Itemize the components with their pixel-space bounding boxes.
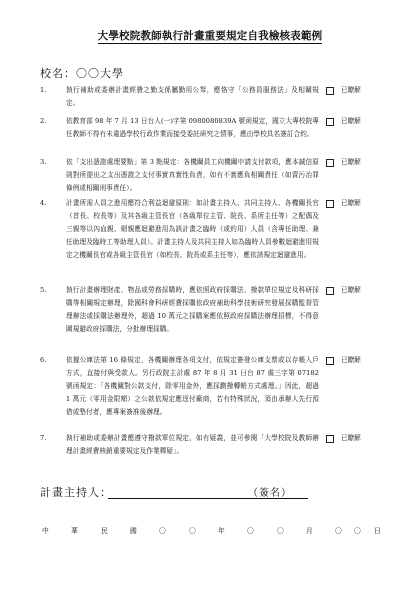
check-label: 已瞭解	[341, 117, 361, 125]
checkbox[interactable]	[326, 200, 334, 208]
checkbox[interactable]	[326, 118, 334, 126]
item-check	[326, 432, 361, 445]
item-check	[326, 284, 361, 297]
checklist-item-4	[40, 197, 400, 262]
date-day-label: 日	[374, 527, 381, 535]
checkbox[interactable]	[326, 287, 334, 295]
check-label: 已瞭解	[341, 286, 361, 294]
checkbox[interactable]	[326, 159, 334, 167]
date-year-label: 年	[218, 527, 225, 535]
item-number: 5.	[40, 286, 47, 294]
check-label: 已瞭解	[341, 356, 361, 364]
item-number: 6.	[40, 356, 47, 364]
checklist-item-1	[40, 84, 400, 110]
checkbox[interactable]	[326, 87, 334, 95]
item-check	[326, 115, 361, 128]
item-check	[326, 84, 361, 97]
item-text: 依教育部 98 年 7 月 13 日台人(一)字第 0980080839A 號函規定，國立大專校院專任教師不得有未違過學校行政作業而接受委託研究之情事，應由學校具名簽訂合約。	[66, 117, 319, 138]
checklist-item-7	[40, 432, 400, 458]
check-label: 已瞭解	[341, 434, 361, 442]
item-text: 依「支出憑證處理要點」第 3 點規定：各機關員工向機關申請支付款項，應本誠信原則對所提出之支出憑證之支付事實真實性負責，如有不實應負相關責任（如賣污治罪條例或相關刑事責任）。	[66, 158, 319, 192]
check-label: 已瞭解	[341, 199, 361, 207]
date-char: 民	[101, 527, 108, 535]
checklist-item-5	[40, 284, 400, 336]
item-text: 計畫所需人員之進用應符合利益迴避原則：如計畫主持人、共同主持人、各機關長官（首長、校長等）及其各級主管長官（各級單位主管、院長、系所主任等）之配偶及三親等以內血親、姻親應迴避進用為該計畫之臨時（或約用）人員（含專任助理、兼任助理及臨時工等助理人員）。計畫主持人及共同主持人如為臨時人員參數迴避進用規定之機關長官或各級主管長官（如校長、院長或系主任等），應依該規定迴避進用。	[66, 199, 319, 259]
date-year-digit: 〇	[189, 527, 196, 535]
date-char: 中	[42, 527, 49, 535]
signature-hint: （簽名）	[248, 488, 292, 499]
date-day-digit: 〇	[335, 527, 342, 535]
item-check	[326, 197, 361, 210]
date-char: 國	[130, 527, 137, 535]
checkbox[interactable]	[326, 357, 334, 365]
date-char: 華	[71, 527, 78, 535]
date-day-digit: 〇	[354, 527, 361, 535]
date-month-label: 月	[306, 527, 313, 535]
item-text: 執行補助或委辦計畫經費之勤支係屬勤用公帑，應恪守「公務員服務法」及相關規定。	[66, 86, 319, 107]
date-month-digit: 〇	[277, 527, 284, 535]
signature-label: 計畫主持人：	[40, 486, 112, 499]
checkbox[interactable]	[326, 435, 334, 443]
signature-row	[40, 484, 400, 500]
check-label: 已瞭解	[341, 86, 361, 94]
item-number: 3.	[40, 158, 47, 166]
item-check	[326, 354, 361, 367]
item-text: 依據公庫法第 16 條規定，各機關辦理各項支付，依規定簽發公庫支票或以存帳入戶方式，直接付與受款人。另行政院主計處 87 年 8 月 31 日台 87 處三字第 07182 號函規定：「各機關對公款支付，除零用金外，應採劃撥轉帳方式處理。」因此，超過 1 萬元（零用金限額）之公款依規定應逕付廠商，若有特殊狀況，須由承辦人先行預借或墊付者，應專案簽准後辦理。	[66, 356, 319, 416]
school-name: 校名：〇〇大學	[40, 67, 124, 80]
form-title: 大學校院教師執行計畫重要規定自我檢核表範例	[97, 30, 323, 42]
item-text: 執行補助或委辦計畫應遵守撥款單位規定，如有疑義，並可參閱「大學校院及教師辦理計畫經費核銷重要規定及作業釋疑」。	[66, 434, 319, 455]
item-check	[326, 156, 361, 169]
item-text: 執行計畫辦理財產、物品或勞務採購時，應依照政府採購法、撥款單位規定及科研採購等相關規定辦理，除國科會科研經費採購依政府補助科學技術研究發展採購監督管理辦法或採購法辦理外，超過 10 萬元之採購案應依照政府採購法辦理招標，不得意圖規避政府採購法，分批辦理採購。	[66, 286, 319, 333]
checklist-item-2	[40, 115, 400, 141]
item-number: 4.	[40, 199, 47, 207]
date-month-digit: 〇	[247, 527, 254, 535]
checklist-item-3	[40, 156, 400, 195]
date-row	[40, 525, 390, 537]
date-year-digit: 〇	[159, 527, 166, 535]
item-number: 1.	[40, 86, 47, 94]
item-number: 7.	[40, 434, 47, 442]
checklist-item-6	[40, 354, 400, 419]
check-label: 已瞭解	[341, 158, 361, 166]
item-number: 2.	[40, 117, 47, 125]
